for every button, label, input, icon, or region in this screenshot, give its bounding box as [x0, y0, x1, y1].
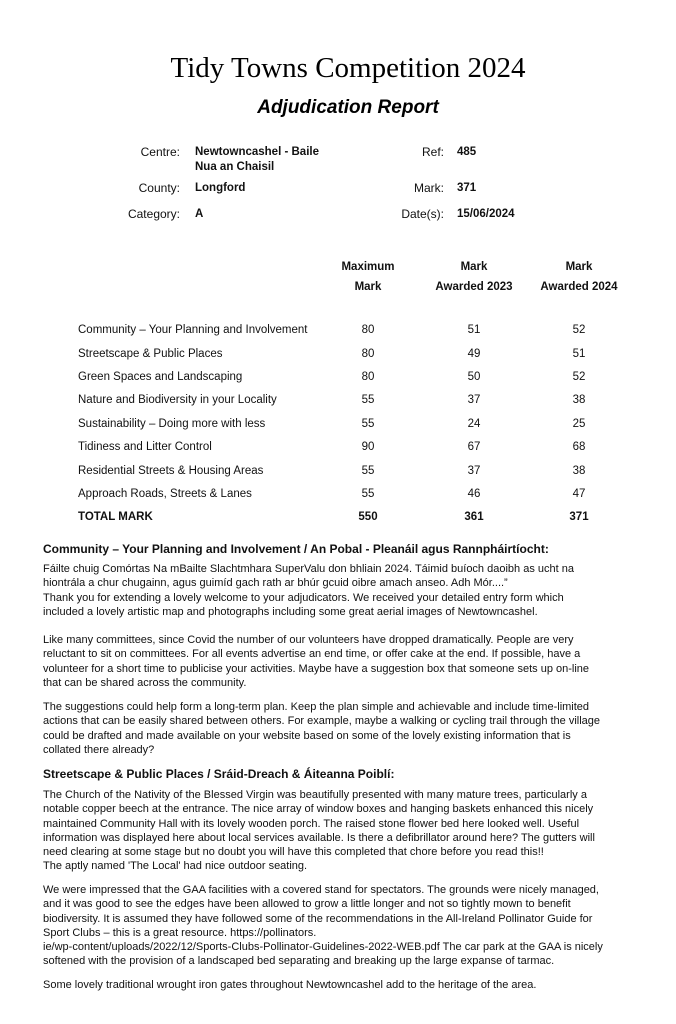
dates-label: Date(s):: [401, 207, 444, 221]
text-line: Thank you for extending a lovely welcome to your adjudicators. We received your detailed entry form which: [43, 591, 564, 604]
row-category: Approach Roads, Streets & Lanes: [78, 488, 252, 500]
mark-label: Mark:: [414, 181, 444, 195]
text-line: The suggestions could help form a long-term plan. Keep the plan simple and achievable and include time-limited: [43, 701, 590, 713]
table-row: [78, 348, 638, 368]
row-2023: 37: [467, 394, 481, 406]
row-2023: 46: [467, 488, 481, 500]
row-category: Streetscape & Public Places: [78, 348, 223, 360]
text-line: reluctant to sit on committees. For all events advertise an end time, or offer cake at the end. If possible, have a: [43, 648, 581, 661]
total-2024: 371: [569, 511, 589, 523]
text-line: We were impressed that the GAA facilities with a covered stand for spectators. The grounds were nicely managed,: [43, 884, 599, 896]
text-line: Like many committees, since Covid the number of our volunteers have dropped dramatically. People are very: [43, 634, 574, 646]
row-2024: 47: [572, 488, 586, 500]
centre-value-line2: Nua an Chaisil: [195, 161, 275, 173]
streetscape-section-heading: Streetscape & Public Places / Sráid-Dreach & Áiteanna Poiblí:: [43, 767, 395, 781]
ref-value: 485: [457, 146, 477, 158]
table-row: [78, 418, 638, 438]
total-2023: 361: [464, 511, 484, 523]
row-max: 55: [361, 465, 375, 477]
text-line: The Church of the Nativity of the Blessed Virgin was beautifully presented with many mature trees, particularly a: [43, 789, 587, 801]
header-max-line2: Mark: [354, 281, 382, 293]
community-paragraph-3: [43, 700, 673, 757]
header-2024-line1: Mark: [565, 261, 593, 273]
text-line: and it was good to see the edges have been allowed to grow a little longer and not so tightly mown to benefit: [43, 898, 571, 911]
row-2023: 51: [467, 324, 481, 336]
table-row: [78, 488, 638, 508]
text-line: could be drafted and made available on your website based on some of the lovely existing information that is: [43, 729, 571, 742]
row-max: 90: [361, 441, 375, 453]
header-2023-line2: Awarded 2023: [435, 281, 513, 293]
header-awarded-2024: [524, 257, 634, 297]
text-line: Sport Clubs – this is a great resource. https://pollinators.: [43, 926, 317, 939]
row-2024: 68: [572, 441, 586, 453]
centre-value-line1: Newtowncashel - Baile: [195, 146, 319, 158]
row-2023: 50: [467, 371, 481, 383]
report-subtitle: Adjudication Report: [257, 97, 439, 118]
row-max: 80: [361, 371, 375, 383]
county-label: County:: [138, 181, 180, 195]
row-2024: 25: [572, 418, 586, 430]
row-category: Sustainability – Doing more with less: [78, 418, 266, 430]
row-max: 80: [361, 324, 375, 336]
text-line: collated there already?: [43, 743, 155, 756]
row-category: Residential Streets & Housing Areas: [78, 465, 264, 477]
text-line: Some lovely traditional wrought iron gates throughout Newtowncashel add to the heritage of the area.: [43, 979, 537, 991]
row-2024: 38: [572, 394, 586, 406]
text-line: maintained Community Hall with its lovely wooden porch. The raised stone flower bed here looked well. Useful: [43, 817, 580, 830]
header-max-line1: Maximum: [341, 261, 395, 273]
text-line: information was displayed here about local services available. Is there a defibrillator around here? The gutters will: [43, 831, 595, 844]
text-line: softened with the provision of a landscaped bed separating and breaking up the large expanse of tarmac.: [43, 955, 555, 968]
ref-label: Ref:: [421, 145, 444, 159]
row-max: 55: [361, 394, 375, 406]
text-line: ie/wp-content/uploads/2022/12/Sports-Clubs-Pollinator-Guidelines-2022-WEB.pdf The car park at the GAA is nicely: [43, 941, 603, 954]
text-line: need clearing at some stage but no doubt you will have this completed that chore before you read this!!: [43, 846, 544, 859]
table-row: [78, 441, 638, 461]
report-title: Tidy Towns Competition 2024: [170, 52, 526, 84]
text-line: The aptly named 'The Local' had nice outdoor seating.: [43, 860, 308, 873]
text-line: hiontrála a chur chugainn, agus guimíd gach rath ar bhúr gcuid oibre amach anseo. Adh Mór....”: [43, 577, 508, 590]
row-2024: 38: [572, 465, 586, 477]
row-2023: 49: [467, 348, 481, 360]
community-paragraph-1: [43, 562, 673, 619]
row-max: 80: [361, 348, 375, 360]
streetscape-paragraph-3: [43, 978, 673, 992]
header-awarded-2023: [419, 257, 529, 297]
row-2024: 52: [572, 324, 586, 336]
table-row: [78, 371, 638, 391]
text-line: that can be shared across the community.: [43, 676, 247, 689]
text-line: biodiversity. It is assumed they have followed some of the recommendations in the All-Ireland Pollinator Guide for: [43, 912, 593, 925]
county-value: Longford: [195, 182, 246, 194]
streetscape-paragraph-2: [43, 883, 673, 969]
dates-value: 15/06/2024: [457, 208, 515, 220]
category-label: Category:: [127, 207, 180, 221]
category-value: A: [195, 208, 204, 220]
row-2024: 52: [572, 371, 586, 383]
header-2024-line2: Awarded 2024: [540, 281, 618, 293]
row-category: Nature and Biodiversity in your Locality: [78, 394, 277, 406]
text-line: notable copper beech at the entrance. The nice array of window boxes and hanging baskets enhanced this nicely: [43, 803, 594, 816]
total-label: TOTAL MARK: [78, 511, 153, 523]
row-2024: 51: [572, 348, 586, 360]
row-2023: 24: [467, 418, 481, 430]
text-line: included a lovely artistic map and photographs including some great aerial images of Newtowncashel.: [43, 605, 538, 618]
mark-value: 371: [457, 182, 477, 194]
row-category: Green Spaces and Landscaping: [78, 371, 243, 383]
row-2023: 67: [467, 441, 481, 453]
centre-value: [195, 145, 319, 175]
header-2023-line1: Mark: [460, 261, 488, 273]
row-max: 55: [361, 488, 375, 500]
community-paragraph-2: [43, 633, 673, 690]
community-section-heading: Community – Your Planning and Involvement / An Pobal - Pleanáil agus Rannpháirtíocht:: [43, 542, 549, 556]
total-max: 550: [358, 511, 378, 523]
row-2023: 37: [467, 465, 481, 477]
text-line: Fáilte chuig Comórtas Na mBailte Slachtmhara SuperValu don bhliain 2024. Táimid buíoch daoibh as ucht na: [43, 563, 574, 575]
text-line: volunteer for a short time to publicise your activities. Maybe have a suggestion box that someone sets up on-line: [43, 662, 590, 675]
header-maximum-mark: [318, 257, 418, 297]
text-line: actions that can be easily shared between others. For example, maybe a walking or cycling trail through the village: [43, 715, 601, 728]
row-max: 55: [361, 418, 375, 430]
table-row-total: [78, 511, 638, 531]
row-category: Tidiness and Litter Control: [78, 441, 212, 453]
table-row: [78, 394, 638, 414]
streetscape-paragraph-1: [43, 788, 673, 874]
table-row: [78, 324, 638, 344]
row-category: Community – Your Planning and Involvement: [78, 324, 308, 336]
centre-label: Centre:: [140, 145, 180, 159]
table-row: [78, 465, 638, 485]
